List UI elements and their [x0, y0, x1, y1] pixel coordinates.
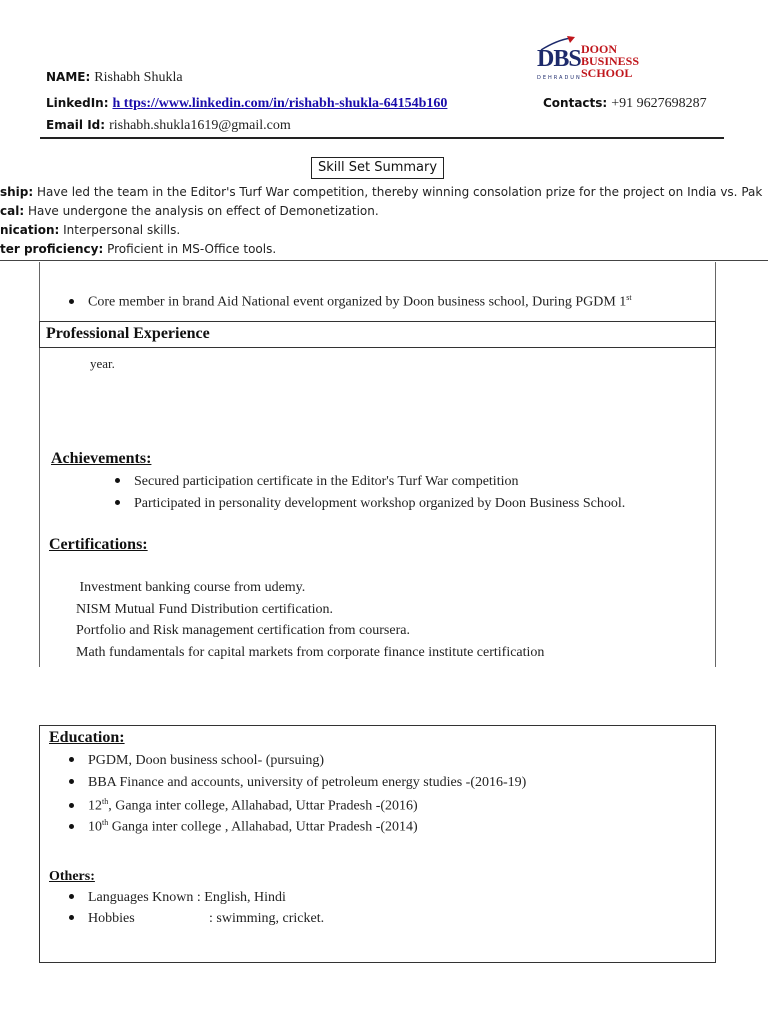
email-label: Email Id:	[46, 118, 106, 132]
skill-text: Proficient in MS-Office tools.	[107, 242, 277, 256]
education-text: , Ganga inter college, Allahabad, Uttar Pradesh -(2016)	[108, 798, 418, 814]
skill-label: cal:	[0, 204, 25, 218]
experience-continuation: year.	[90, 356, 115, 371]
education-num: 12	[88, 798, 102, 814]
languages-label: Languages Known :	[88, 890, 205, 905]
skill-line-communication	[0, 223, 180, 237]
school-logo	[537, 38, 647, 84]
skill-text: Have undergone the analysis on effect of Demonetization.	[27, 204, 379, 218]
education-title: Education:	[49, 729, 125, 746]
contacts-value: +91 9627698287	[611, 96, 707, 111]
name-value: Rishabh Shukla	[94, 70, 183, 85]
bullet-dot-icon	[69, 824, 74, 829]
education-sup: th	[102, 818, 109, 827]
skill-label: ter proficiency:	[0, 242, 104, 256]
achievement-text: Participated in personality development workshop organized by Doon Business School.	[134, 496, 626, 511]
bullet-dot-icon	[69, 894, 74, 899]
bullet-dot-icon	[115, 478, 120, 483]
skill-label: nication:	[0, 223, 60, 237]
education-text: Ganga inter college , Allahabad, Uttar Pradesh -(2014)	[108, 819, 418, 835]
hobbies-label: Hobbies	[88, 911, 135, 926]
education-item	[69, 775, 526, 791]
name-row	[46, 68, 183, 86]
name-label: NAME:	[46, 70, 91, 84]
experience-bullet-sup: st	[626, 293, 632, 302]
education-item	[69, 753, 324, 769]
logo-line3: SCHOOL	[581, 66, 633, 80]
education-item	[69, 818, 418, 836]
skill-line-leadership	[0, 185, 762, 199]
linkedin-label: LinkedIn:	[46, 96, 109, 110]
email-row	[46, 116, 291, 134]
logo-line2: BUSINESS	[581, 54, 640, 68]
skill-text: Have led the team in the Editor's Turf War competition, thereby winning consolation prize for the project on India vs. Pak	[37, 185, 763, 199]
certification-item: Investment banking course from udemy.	[76, 580, 306, 595]
experience-bullet	[69, 293, 632, 311]
others-item-hobbies	[69, 911, 324, 927]
education-num: 10	[88, 819, 102, 835]
bullet-dot-icon	[69, 803, 74, 808]
achievement-item	[115, 496, 625, 512]
skill-label: ship:	[0, 185, 34, 199]
logo-line1: DOON	[581, 42, 617, 56]
others-title: Others:	[49, 869, 95, 884]
bullet-dot-icon	[69, 299, 74, 304]
professional-experience-title: Professional Experience	[46, 325, 210, 342]
education-item	[69, 797, 418, 815]
achievement-item	[115, 474, 518, 490]
bullet-dot-icon	[69, 915, 74, 920]
certifications-title: Certifications:	[49, 536, 148, 553]
bullet-dot-icon	[115, 500, 120, 505]
bullet-dot-icon	[69, 779, 74, 784]
achievements-title: Achievements:	[51, 450, 152, 467]
email-value: rishabh.shukla1619@gmail.com	[109, 118, 291, 133]
linkedin-row	[46, 94, 447, 112]
others-item-languages	[69, 890, 286, 906]
education-text: PGDM, Doon business school- (pursuing)	[88, 753, 325, 768]
education-sup: th	[102, 797, 109, 806]
hobbies-value: : swimming, cricket.	[209, 911, 325, 926]
certification-item: Portfolio and Risk management certification from coursera.	[76, 623, 410, 638]
logo-city: DEHRADUN	[537, 75, 582, 81]
experience-bullet-text: Core member in brand Aid National event organized by Doon business school, During PGDM 1	[88, 294, 627, 310]
professional-experience-header	[39, 321, 716, 348]
skill-line-computer	[0, 242, 276, 256]
education-text: BBA Finance and accounts, university of petroleum energy studies -(2016-19)	[88, 775, 527, 790]
logo-mark: DBS	[537, 46, 581, 72]
contacts-label: Contacts:	[543, 96, 608, 110]
languages-value: English, Hindi	[204, 890, 286, 905]
skill-divider	[0, 260, 768, 261]
linkedin-link[interactable]: h ttps://www.linkedin.com/in/rishabh-shukla-64154b160	[112, 96, 448, 111]
skill-line-analytical	[0, 204, 379, 218]
skill-summary-title: Skill Set Summary	[317, 160, 438, 175]
header-divider	[40, 137, 724, 139]
skill-text: Interpersonal skills.	[63, 223, 181, 237]
certification-item: NISM Mutual Fund Distribution certification.	[76, 602, 334, 617]
achievement-text: Secured participation certificate in the Editor's Turf War competition	[134, 474, 519, 489]
bullet-dot-icon	[69, 757, 74, 762]
contacts-row	[543, 94, 707, 112]
certification-item: Math fundamentals for capital markets from corporate finance institute certification	[76, 645, 545, 660]
skill-summary-title-box	[311, 157, 444, 179]
